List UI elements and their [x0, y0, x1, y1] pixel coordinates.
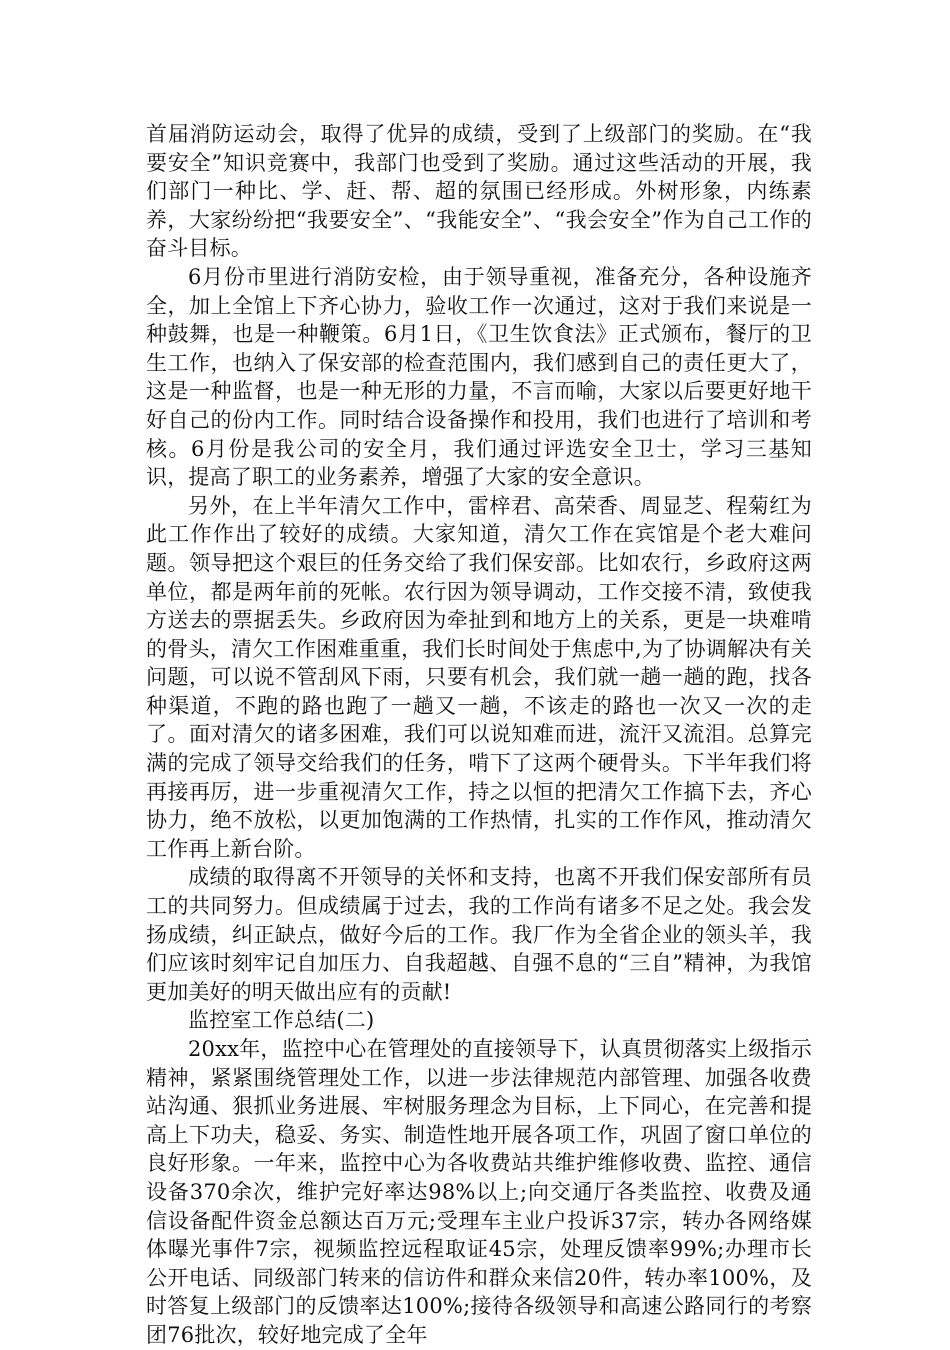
paragraph-4: 成绩的取得离不开领导的关怀和支持，也离不开我们保安部所有员工的共同努力。但成绩属于过去，我的工作尚有诸多不足之处。我会发扬成绩，纠正缺点，做好今后的工作。我厂作为全省企业的领头羊，我们应该时刻牢记自加压力、自我超越、自强不息的“三自”精神，为我馆更加美好的明天做出应有的贡献!: [146, 865, 812, 1004]
paragraph-2: 6月份市里进行消防安检，由于领导重视，准备充分，各种设施齐全，加上全馆上下齐心协力，验收工作一次通过，这对于我们来说是一种鼓舞，也是一种鞭策。6月1日，《卫生饮食法》正式颁布，餐厅的卫生工作，也纳入了保安部的检查范围内，我们感到自己的责任更大了，这是一种监督，也是一种无形的力量，不言而喻，大家以后要更好地干好自己的份内工作。同时结合设备操作和投用，我们也进行了培训和考核。6月份是我公司的安全月，我们通过评选安全卫士，学习三基知识，提高了职工的业务素养，增强了大家的安全意识。: [146, 264, 812, 490]
section-title: 监控室工作总结(二): [188, 1008, 375, 1033]
document-page: [146, 120, 812, 1350]
paragraph-3: 另外，在上半年清欠工作中，雷梓君、高荣香、周显芝、程菊红为此工作作出了较好的成绩。大家知道，清欠工作在宾馆是个老大难问题。领导把这个艰巨的任务交给了我们保安部。比如农行，乡政府这两单位，都是两年前的死帐。农行因为领导调动，工作交接不清，致使我方送去的票据丢失。乡政府因为牵扯到和地方上的关系，更是一块难啃的骨头，清欠工作困难重重，我们长时间处于焦虑中,为了协调解决有关问题，可以说不管刮风下雨，只要有机会，我们就一趟一趟的跑，找各种渠道，不跑的路也跑了一趟又一趟，不该走的路也一次又一次的走了。面对清欠的诸多困难，我们可以说知难而进，流汗又流泪。总算完满的完成了领导交给我们的任务，啃下了这两个硬骨头。下半年我们将再接再厉，进一步重视清欠工作，持之以恒的把清欠工作搞下去，齐心协力，绝不放松，以更加饱满的工作热情，扎实的工作作风，推动清欠工作再上新台阶。: [146, 493, 812, 861]
section-paragraph-1: 20xx年，监控中心在管理处的直接领导下，认真贯彻落实上级指示精神，紧紧围绕管理处工作，以进一步法律规范内部管理、加强各收费站沟通、狠抓业务进展、牢树服务理念为目标，上下同心，在完善和提高上下功夫，稳妥、务实、制造性地开展各项工作，巩固了窗口单位的良好形象。一年来，监控中心为各收费站共维护维修收费、监控、通信设备370余次，维护完好率达98%以上;向交通厅各类监控、收费及通信设备配件资金总额达百万元;受理车主业户投诉37宗，转办各网络媒体曝光事件7宗，视频监控远程取证45宗，处理反馈率99%;办理市长公开电话、同级部门转来的信访件和群众来信20件，转办率100%，及时答复上级部门的反馈率达100%;接待各级领导和高速公路同行的考察团76批次，较好地完成了全年: [146, 1037, 812, 1347]
paragraph-1: 首届消防运动会，取得了优异的成绩，受到了上级部门的奖励。在“我要安全”知识竞赛中，我部门也受到了奖励。通过这些活动的开展，我们部门一种比、学、赶、帮、超的氛围已经形成。外树形象，内练素养，大家纷纷把“我要安全”、“我能安全”、“我会安全”作为自己工作的奋斗目标。: [146, 122, 812, 261]
